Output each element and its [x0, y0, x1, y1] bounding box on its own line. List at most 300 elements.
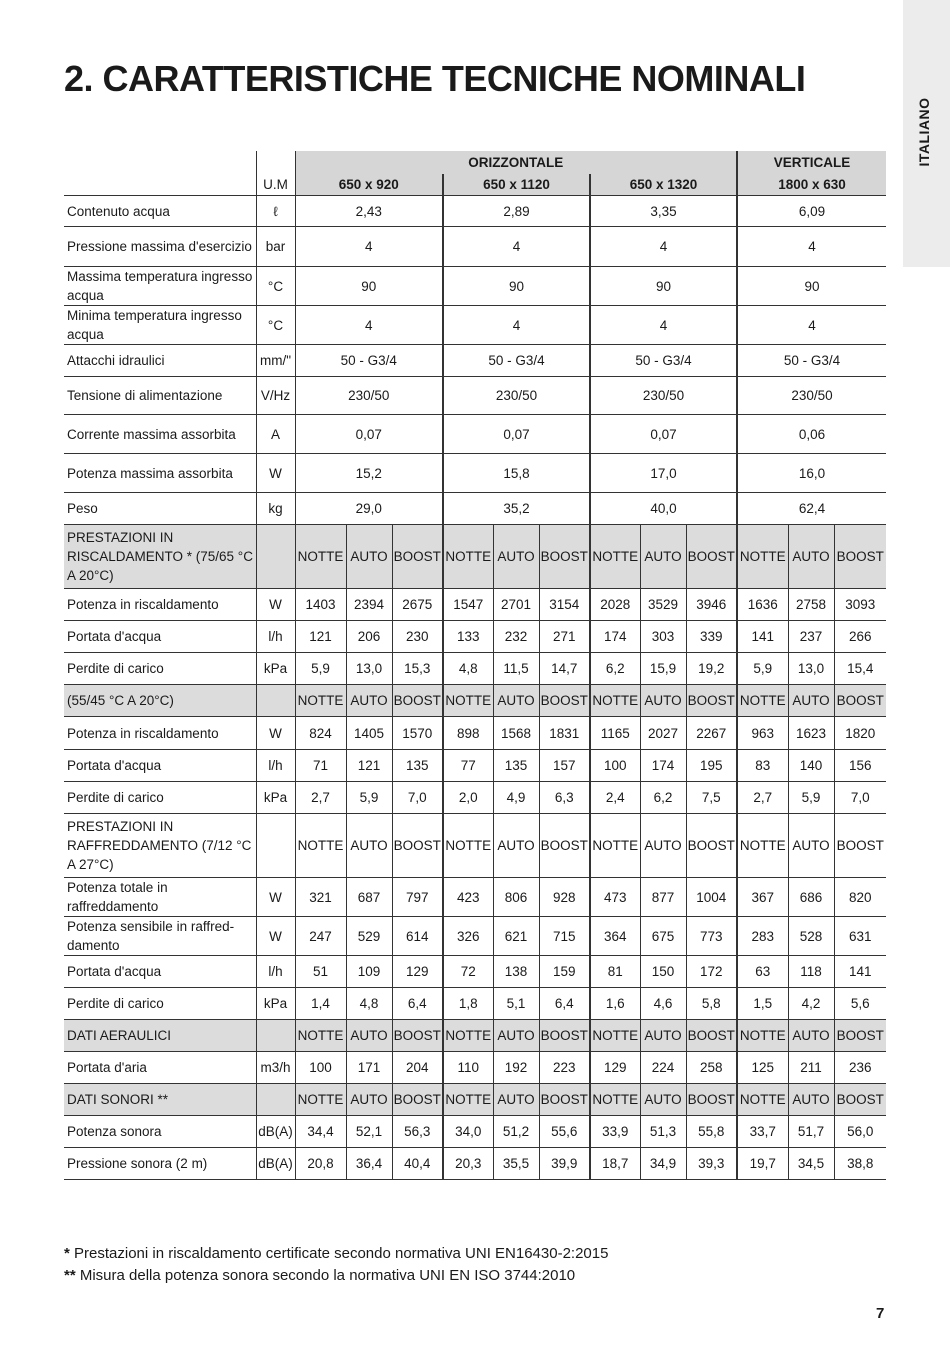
row-unit: m3/h [256, 1052, 295, 1084]
cell-value: 928 [539, 878, 590, 917]
cell-value: NOTTE [443, 814, 493, 878]
header-dim: 650 x 1320 [590, 174, 737, 196]
cell-value: 4,8 [346, 988, 392, 1020]
row-label: Potenza in riscaldamento [64, 589, 256, 621]
cell-value: 51 [295, 956, 346, 988]
cell-value: 129 [392, 956, 443, 988]
cell-value: BOOST [686, 525, 737, 589]
cell-value: 4 [590, 227, 737, 267]
cell-value: 71 [295, 750, 346, 782]
row-label: Portata d'acqua [64, 750, 256, 782]
cell-value: 100 [295, 1052, 346, 1084]
cell-value: BOOST [539, 685, 590, 717]
table-row [64, 750, 886, 782]
cell-value: 34,0 [443, 1116, 493, 1148]
row-label: Potenza totale in raffreddamento [64, 878, 256, 917]
cell-value: 283 [737, 917, 788, 956]
cell-value: 3154 [539, 589, 590, 621]
cell-value: 4,8 [443, 653, 493, 685]
row-unit [256, 1020, 295, 1052]
cell-value: 36,4 [346, 1148, 392, 1180]
cell-value: 157 [539, 750, 590, 782]
cell-value: 50 - G3/4 [295, 345, 443, 377]
cell-value: 1570 [392, 717, 443, 750]
row-unit: bar [256, 227, 295, 267]
cell-value: 963 [737, 717, 788, 750]
footnote-mark: ** [64, 1267, 76, 1284]
cell-value: 140 [788, 750, 834, 782]
cell-value: 13,0 [346, 653, 392, 685]
cell-value: 4 [443, 227, 590, 267]
row-unit: l/h [256, 750, 295, 782]
cell-value: 271 [539, 621, 590, 653]
row-label: Perdite di carico [64, 782, 256, 814]
cell-value: 118 [788, 956, 834, 988]
cell-value: 51,2 [493, 1116, 539, 1148]
row-label: DATI SONORI ** [64, 1084, 256, 1116]
cell-value: 90 [443, 267, 590, 306]
cell-value: 773 [686, 917, 737, 956]
cell-value: AUTO [346, 685, 392, 717]
cell-value: 230/50 [443, 377, 590, 415]
cell-value: 72 [443, 956, 493, 988]
cell-value: 877 [640, 878, 686, 917]
row-unit: l/h [256, 621, 295, 653]
cell-value: 100 [590, 750, 640, 782]
row-label: Attacchi idraulici [64, 345, 256, 377]
cell-value: 5,9 [346, 782, 392, 814]
cell-value: 4,2 [788, 988, 834, 1020]
cell-value: NOTTE [737, 1084, 788, 1116]
page-title: 2. CARATTERISTICHE TECNICHE NOMINALI [64, 58, 806, 99]
cell-value: 1636 [737, 589, 788, 621]
cell-value: NOTTE [295, 1020, 346, 1052]
cell-value: 5,1 [493, 988, 539, 1020]
cell-value: 33,7 [737, 1116, 788, 1148]
header-row-dimensions [64, 174, 886, 196]
cell-value: NOTTE [590, 814, 640, 878]
cell-value: 4 [737, 227, 886, 267]
cell-value: BOOST [686, 1084, 737, 1116]
cell-value: 50 - G3/4 [443, 345, 590, 377]
cell-value: 3093 [834, 589, 886, 621]
cell-value: AUTO [640, 1084, 686, 1116]
cell-value: 39,9 [539, 1148, 590, 1180]
cell-value: BOOST [834, 1020, 886, 1052]
table-row [64, 621, 886, 653]
table-row [64, 1020, 886, 1052]
footnote-text: Prestazioni in riscaldamento certificate secondo normativa UNI EN16430-2:2015 [69, 1245, 609, 1262]
row-label: Portata d'aria [64, 1052, 256, 1084]
table-row [64, 653, 886, 685]
cell-value: 174 [640, 750, 686, 782]
cell-value: 135 [493, 750, 539, 782]
row-label: Massima temperatura ingresso acqua [64, 267, 256, 306]
cell-value: 4 [295, 306, 443, 345]
cell-value: 7,0 [834, 782, 886, 814]
table-row [64, 454, 886, 493]
cell-value: AUTO [788, 525, 834, 589]
cell-value: 4,6 [640, 988, 686, 1020]
cell-value: 150 [640, 956, 686, 988]
cell-value: 172 [686, 956, 737, 988]
cell-value: 6,2 [640, 782, 686, 814]
cell-value: 109 [346, 956, 392, 988]
cell-value: 2028 [590, 589, 640, 621]
row-label: Portata d'acqua [64, 956, 256, 988]
cell-value: 1165 [590, 717, 640, 750]
cell-value: 204 [392, 1052, 443, 1084]
cell-value: 3,35 [590, 196, 737, 227]
cell-value: 1547 [443, 589, 493, 621]
cell-value: 2,4 [590, 782, 640, 814]
table-row [64, 988, 886, 1020]
row-unit [256, 525, 295, 589]
cell-value: BOOST [834, 814, 886, 878]
row-label: Contenuto acqua [64, 196, 256, 227]
cell-value: 63 [737, 956, 788, 988]
row-label: PRESTAZIONI IN RAFFREDDAMENTO (7/12 °C A 27°C) [64, 814, 256, 878]
table-row [64, 1148, 886, 1180]
language-tab-label: ITALIANO [916, 97, 932, 167]
cell-value: 529 [346, 917, 392, 956]
cell-value: 5,9 [295, 653, 346, 685]
cell-value: 56,3 [392, 1116, 443, 1148]
cell-value: 339 [686, 621, 737, 653]
cell-value: 0,07 [295, 415, 443, 454]
cell-value: 4 [443, 306, 590, 345]
header-dim: 1800 x 630 [737, 174, 886, 196]
cell-value: 18,7 [590, 1148, 640, 1180]
cell-value: 621 [493, 917, 539, 956]
cell-value: AUTO [493, 525, 539, 589]
cell-value: 1,6 [590, 988, 640, 1020]
cell-value: 614 [392, 917, 443, 956]
cell-value: NOTTE [443, 685, 493, 717]
cell-value: 0,06 [737, 415, 886, 454]
row-unit: W [256, 917, 295, 956]
cell-value: AUTO [788, 814, 834, 878]
cell-value: 223 [539, 1052, 590, 1084]
row-label: Minima temperatura ingresso acqua [64, 306, 256, 345]
cell-value: 138 [493, 956, 539, 988]
cell-value: 4 [590, 306, 737, 345]
cell-value: AUTO [493, 814, 539, 878]
cell-value: BOOST [686, 685, 737, 717]
cell-value: 2,0 [443, 782, 493, 814]
cell-value: AUTO [788, 1084, 834, 1116]
footnote [64, 1243, 608, 1265]
table-row [64, 306, 886, 345]
row-unit [256, 1084, 295, 1116]
cell-value: 19,2 [686, 653, 737, 685]
cell-value: 206 [346, 621, 392, 653]
cell-value: 174 [590, 621, 640, 653]
cell-value: 631 [834, 917, 886, 956]
cell-value: 232 [493, 621, 539, 653]
cell-value: 6,09 [737, 196, 886, 227]
cell-value: BOOST [834, 525, 886, 589]
cell-value: 1623 [788, 717, 834, 750]
cell-value: 34,9 [640, 1148, 686, 1180]
cell-value: AUTO [346, 1020, 392, 1052]
cell-value: 247 [295, 917, 346, 956]
cell-value: BOOST [539, 1084, 590, 1116]
cell-value: NOTTE [295, 525, 346, 589]
cell-value: AUTO [640, 814, 686, 878]
cell-value: 321 [295, 878, 346, 917]
cell-value: 1,4 [295, 988, 346, 1020]
row-unit: W [256, 878, 295, 917]
row-label: Potenza in riscaldamento [64, 717, 256, 750]
row-label: Pressione sonora (2 m) [64, 1148, 256, 1180]
row-unit: W [256, 717, 295, 750]
cell-value: 125 [737, 1052, 788, 1084]
cell-value: 55,6 [539, 1116, 590, 1148]
cell-value: 40,0 [590, 493, 737, 525]
row-unit: mm/" [256, 345, 295, 377]
cell-value: 5,9 [737, 653, 788, 685]
cell-value: 820 [834, 878, 886, 917]
cell-value: 258 [686, 1052, 737, 1084]
cell-value: 17,0 [590, 454, 737, 493]
cell-value: NOTTE [737, 1020, 788, 1052]
cell-value: 2758 [788, 589, 834, 621]
row-label: DATI AERAULICI [64, 1020, 256, 1052]
cell-value: 35,2 [443, 493, 590, 525]
cell-value: 16,0 [737, 454, 886, 493]
cell-value: AUTO [788, 685, 834, 717]
row-unit: A [256, 415, 295, 454]
cell-value: 34,5 [788, 1148, 834, 1180]
row-label: Peso [64, 493, 256, 525]
cell-value: 159 [539, 956, 590, 988]
row-label: Corrente massima assorbita [64, 415, 256, 454]
cell-value: NOTTE [590, 1020, 640, 1052]
table-row [64, 1084, 886, 1116]
cell-value: 2,7 [295, 782, 346, 814]
cell-value: 5,8 [686, 988, 737, 1020]
cell-value: NOTTE [295, 685, 346, 717]
cell-value: 33,9 [590, 1116, 640, 1148]
table-row [64, 525, 886, 589]
table-row [64, 782, 886, 814]
row-label: Perdite di carico [64, 988, 256, 1020]
cell-value: 4,9 [493, 782, 539, 814]
cell-value: 326 [443, 917, 493, 956]
cell-value: BOOST [834, 685, 886, 717]
cell-value: 806 [493, 878, 539, 917]
cell-value: NOTTE [590, 685, 640, 717]
cell-value: NOTTE [295, 1084, 346, 1116]
cell-value: AUTO [493, 1084, 539, 1116]
cell-value: AUTO [640, 1020, 686, 1052]
cell-value: AUTO [640, 525, 686, 589]
header-orizzontale: ORIZZONTALE [295, 151, 737, 174]
cell-value: NOTTE [737, 685, 788, 717]
cell-value: AUTO [346, 525, 392, 589]
row-unit: kg [256, 493, 295, 525]
cell-value: 2675 [392, 589, 443, 621]
cell-value: 129 [590, 1052, 640, 1084]
table-row [64, 1052, 886, 1084]
cell-value: 715 [539, 917, 590, 956]
row-unit: W [256, 589, 295, 621]
table-row [64, 267, 886, 306]
cell-value: 34,4 [295, 1116, 346, 1148]
row-unit: V/Hz [256, 377, 295, 415]
cell-value: 141 [737, 621, 788, 653]
row-label: Perdite di carico [64, 653, 256, 685]
row-unit: kPa [256, 988, 295, 1020]
cell-value: 14,7 [539, 653, 590, 685]
table-row [64, 814, 886, 878]
cell-value: 6,4 [392, 988, 443, 1020]
cell-value: NOTTE [443, 1084, 493, 1116]
cell-value: 6,3 [539, 782, 590, 814]
row-unit [256, 685, 295, 717]
cell-value: 686 [788, 878, 834, 917]
cell-value: 1831 [539, 717, 590, 750]
cell-value: 121 [295, 621, 346, 653]
row-unit: l/h [256, 956, 295, 988]
table-row [64, 589, 886, 621]
cell-value: BOOST [539, 525, 590, 589]
cell-value: 133 [443, 621, 493, 653]
cell-value: NOTTE [737, 525, 788, 589]
cell-value: 90 [590, 267, 737, 306]
header-dim: 650 x 920 [295, 174, 443, 196]
cell-value: 15,4 [834, 653, 886, 685]
cell-value: 230/50 [295, 377, 443, 415]
cell-value: BOOST [539, 1020, 590, 1052]
table-row [64, 1116, 886, 1148]
row-unit [256, 814, 295, 878]
cell-value: 2,89 [443, 196, 590, 227]
cell-value: NOTTE [737, 814, 788, 878]
cell-value: 35,5 [493, 1148, 539, 1180]
cell-value: 192 [493, 1052, 539, 1084]
cell-value: 473 [590, 878, 640, 917]
cell-value: NOTTE [443, 1020, 493, 1052]
cell-value: 1568 [493, 717, 539, 750]
cell-value: 135 [392, 750, 443, 782]
footnotes [64, 1243, 608, 1287]
cell-value: 5,9 [788, 782, 834, 814]
cell-value: 3529 [640, 589, 686, 621]
cell-value: 51,7 [788, 1116, 834, 1148]
table-row [64, 685, 886, 717]
table-row [64, 917, 886, 956]
cell-value: 29,0 [295, 493, 443, 525]
cell-value: 423 [443, 878, 493, 917]
cell-value: 38,8 [834, 1148, 886, 1180]
cell-value: 110 [443, 1052, 493, 1084]
cell-value: 13,0 [788, 653, 834, 685]
cell-value: BOOST [834, 1084, 886, 1116]
cell-value: 15,8 [443, 454, 590, 493]
cell-value: 824 [295, 717, 346, 750]
cell-value: 6,2 [590, 653, 640, 685]
cell-value: 62,4 [737, 493, 886, 525]
table-row [64, 227, 886, 267]
cell-value: 156 [834, 750, 886, 782]
cell-value: 224 [640, 1052, 686, 1084]
cell-value: BOOST [392, 1084, 443, 1116]
cell-value: 55,8 [686, 1116, 737, 1148]
row-label: Potenza sensibile in raffred-damento [64, 917, 256, 956]
cell-value: 52,1 [346, 1116, 392, 1148]
row-unit: dB(A) [256, 1148, 295, 1180]
row-label: Potenza massima assorbita [64, 454, 256, 493]
cell-value: 15,3 [392, 653, 443, 685]
cell-value: 81 [590, 956, 640, 988]
cell-value: 230/50 [737, 377, 886, 415]
cell-value: 171 [346, 1052, 392, 1084]
row-label: Pressione massima d'esercizio [64, 227, 256, 267]
cell-value: 230/50 [590, 377, 737, 415]
cell-value: 5,6 [834, 988, 886, 1020]
cell-value: 50 - G3/4 [737, 345, 886, 377]
footnote [64, 1265, 608, 1287]
cell-value: BOOST [392, 1020, 443, 1052]
cell-value: 50 - G3/4 [590, 345, 737, 377]
cell-value: 7,5 [686, 782, 737, 814]
row-unit: W [256, 454, 295, 493]
cell-value: 90 [737, 267, 886, 306]
cell-value: 2701 [493, 589, 539, 621]
cell-value: 141 [834, 956, 886, 988]
cell-value: 1820 [834, 717, 886, 750]
cell-value: NOTTE [590, 525, 640, 589]
cell-value: 266 [834, 621, 886, 653]
cell-value: 3946 [686, 589, 737, 621]
cell-value: AUTO [346, 1084, 392, 1116]
cell-value: 1,8 [443, 988, 493, 1020]
row-label: Portata d'acqua [64, 621, 256, 653]
row-unit: kPa [256, 653, 295, 685]
cell-value: 364 [590, 917, 640, 956]
row-unit: dB(A) [256, 1116, 295, 1148]
cell-value: AUTO [493, 685, 539, 717]
cell-value: 7,0 [392, 782, 443, 814]
table-row [64, 717, 886, 750]
cell-value: 6,4 [539, 988, 590, 1020]
cell-value: AUTO [788, 1020, 834, 1052]
footnote-text: Misura della potenza sonora secondo la normativa UNI EN ISO 3744:2010 [75, 1267, 576, 1284]
cell-value: 2,7 [737, 782, 788, 814]
table-row [64, 493, 886, 525]
cell-value: 898 [443, 717, 493, 750]
row-unit: °C [256, 306, 295, 345]
row-label: Potenza sonora [64, 1116, 256, 1148]
header-row-orientation [64, 151, 886, 174]
cell-value: 121 [346, 750, 392, 782]
cell-value: 0,07 [443, 415, 590, 454]
cell-value: BOOST [392, 685, 443, 717]
table-row [64, 415, 886, 454]
cell-value: 20,8 [295, 1148, 346, 1180]
cell-value: 2267 [686, 717, 737, 750]
footnote-mark: * [64, 1245, 70, 1262]
cell-value: AUTO [493, 1020, 539, 1052]
row-label: PRESTAZIONI IN RISCALDAMENTO * (75/65 °C A 20°C) [64, 525, 256, 589]
cell-value: 675 [640, 917, 686, 956]
cell-value: BOOST [539, 814, 590, 878]
cell-value: 236 [834, 1052, 886, 1084]
cell-value: 90 [295, 267, 443, 306]
table-row [64, 956, 886, 988]
